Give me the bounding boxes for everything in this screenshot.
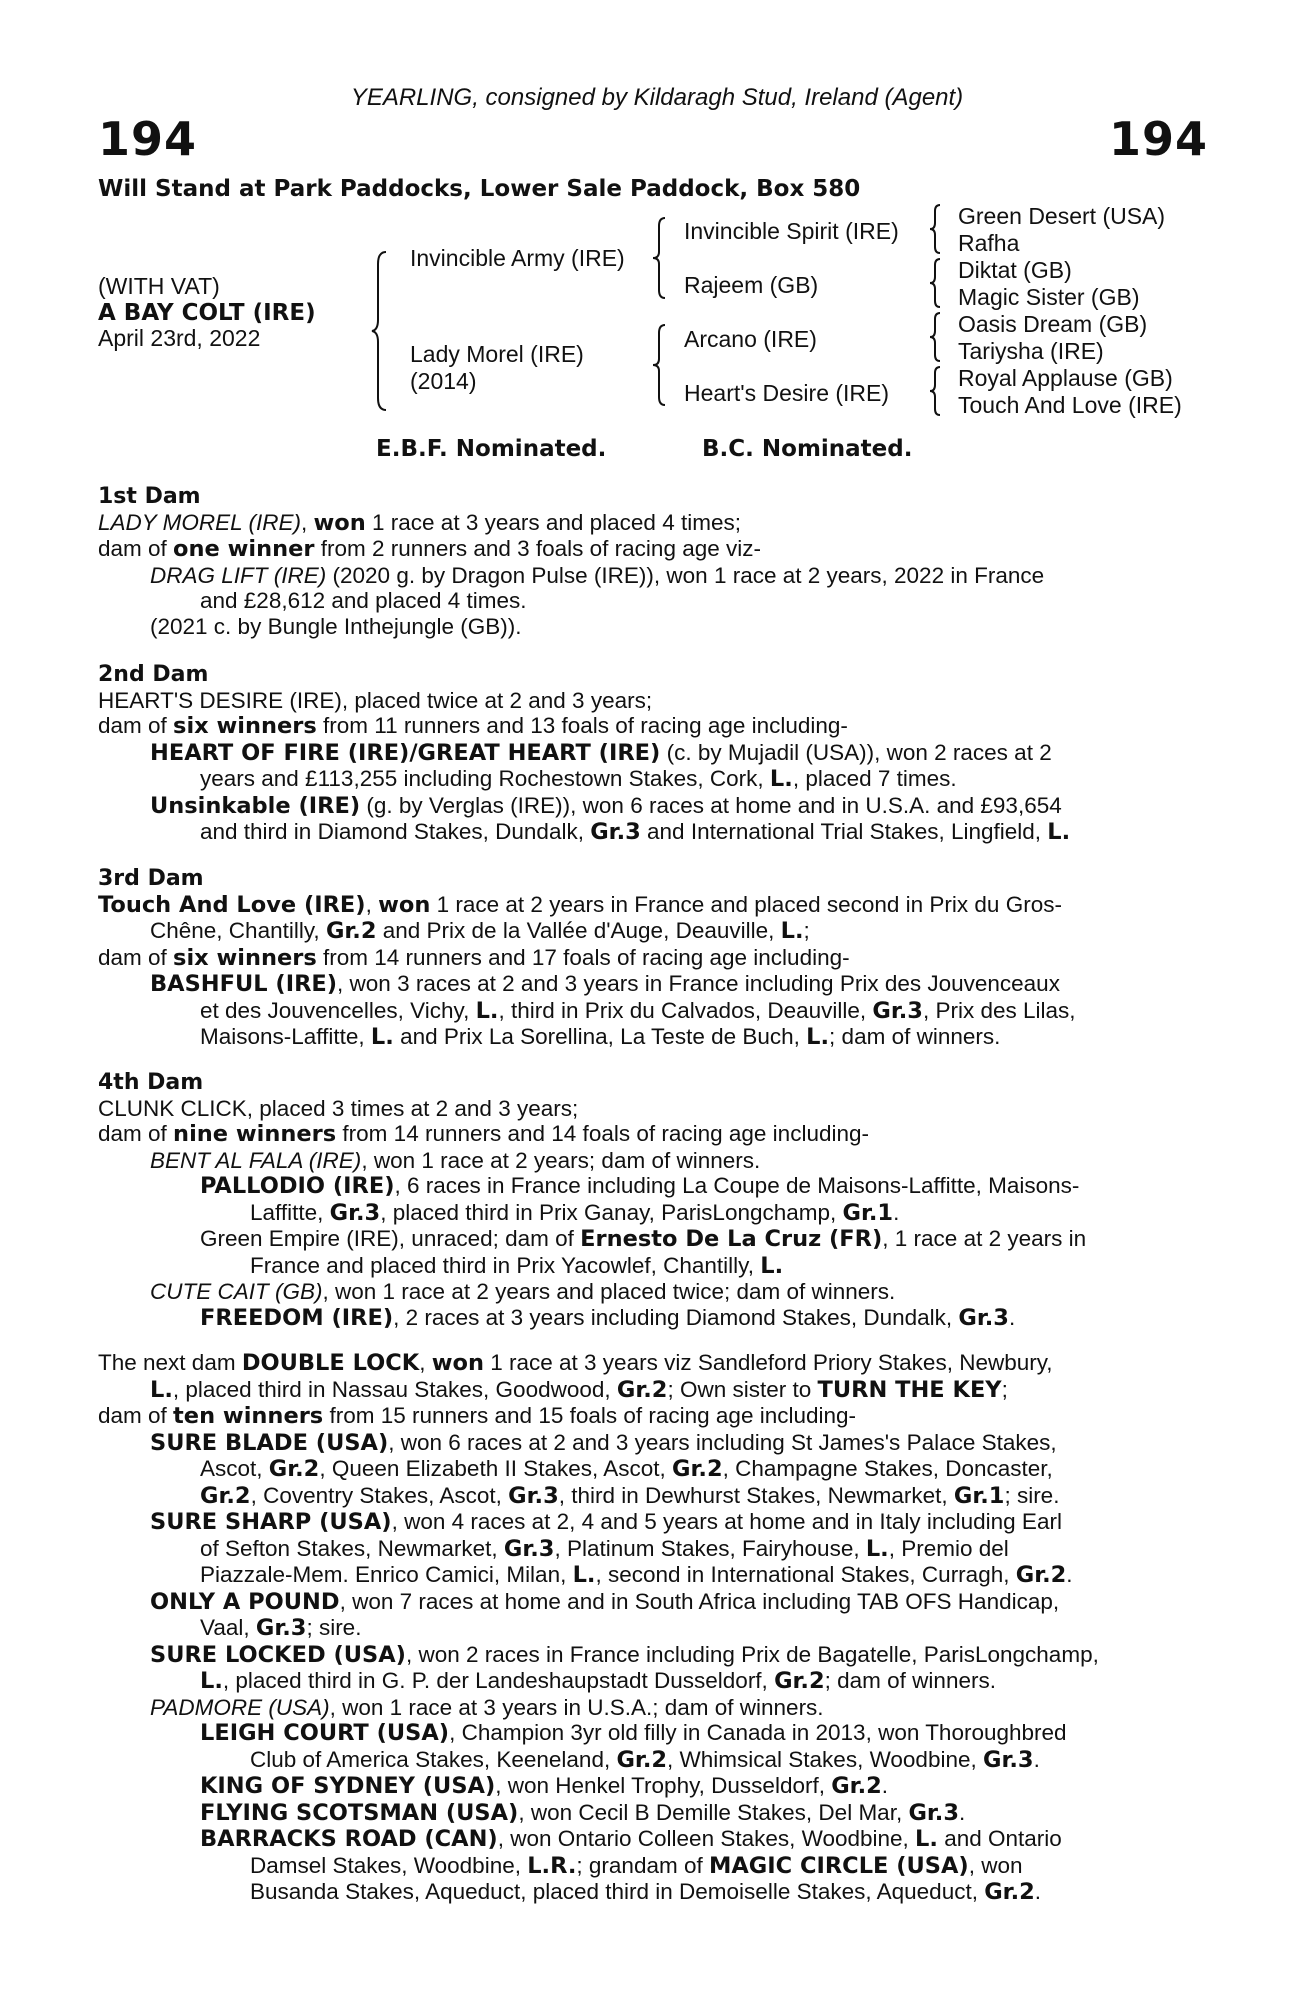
dam-dam: Heart's Desire (IRE) [684, 380, 890, 406]
text-line: Green Empire (IRE), unraced; dam of Ernesto De La Cruz (FR), 1 race at 2 years in [200, 1226, 1087, 1252]
text-line: et des Jouvencelles, Vichy, L., third in Prix du Calvados, Deauville, Gr.3, Prix des Lilas, [200, 997, 1076, 1024]
consignor-subtitle: YEARLING, consigned by Kildaragh Stud, Ireland (Agent) [350, 84, 964, 111]
sire-dam-dam: Magic Sister (GB) [958, 284, 1140, 310]
stable-location: Will Stand at Park Paddocks, Lower Sale Paddock, Box 580 [98, 176, 861, 202]
text-line: Unsinkable (IRE) (g. by Verglas (IRE)), won 6 races at home and in U.S.A. and £93,654 [150, 792, 1062, 819]
fourth-dam-section [98, 1070, 1208, 1331]
text-line: PADMORE (USA), won 1 race at 3 years in U.S.A.; dam of winners. [150, 1694, 824, 1720]
pedigree-brace [930, 257, 944, 309]
text-line: Vaal, Gr.3; sire. [200, 1615, 362, 1641]
text-line: The next dam DOUBLE LOCK, won 1 race at 3 years viz Sandleford Priory Stakes, Newbury, [98, 1350, 1053, 1376]
text-line: dam of nine winners from 14 runners and 14 foals of racing age including- [98, 1121, 869, 1147]
text-line: dam of six winners from 14 runners and 17 foals of racing age including- [98, 944, 850, 971]
text-line: BARRACKS ROAD (CAN), won Ontario Colleen Stakes, Woodbine, L. and Ontario [200, 1826, 1062, 1852]
sire-dam: Rajeem (GB) [684, 272, 819, 298]
text-line: SURE BLADE (USA), won 6 races at 2 and 3 years including St James's Palace Stakes, [150, 1429, 1057, 1456]
horse-dob: April 23rd, 2022 [98, 325, 261, 351]
text-line: LEIGH COURT (USA), Champion 3yr old filly in Canada in 2013, won Thoroughbred [200, 1720, 1067, 1746]
text-line: and £28,612 and placed 4 times. [200, 588, 527, 613]
text-line: years and £113,255 including Rochestown Stakes, Cork, L., placed 7 times. [200, 766, 957, 792]
text-line: SURE LOCKED (USA), won 2 races in France including Prix de Bagatelle, ParisLongchamp, [150, 1641, 1099, 1668]
sire-sire-sire: Green Desert (USA) [958, 203, 1166, 229]
ebf-nomination: E.B.F. Nominated. [376, 436, 607, 462]
text-line: Damsel Stakes, Woodbine, L.R.; grandam of MAGIC CIRCLE (USA), won [250, 1852, 1023, 1879]
pedigree-brace [653, 216, 669, 300]
text-line: PALLODIO (IRE), 6 races in France including La Coupe de Maisons-Laffitte, Maisons- [200, 1173, 1080, 1199]
text-line: Gr.2, Coventry Stakes, Ascot, Gr.3, third in Dewhurst Stakes, Newmarket, Gr.1; sire. [200, 1482, 1060, 1509]
dam-year: (2014) [410, 368, 477, 394]
section-heading: 4th Dam [98, 1070, 204, 1095]
second-dam-section [98, 662, 1208, 846]
text-line: Club of America Stakes, Keeneland, Gr.2, Whimsical Stakes, Woodbine, Gr.3. [250, 1746, 1040, 1773]
text-line: CUTE CAIT (GB), won 1 race at 2 years and placed twice; dam of winners. [150, 1279, 896, 1304]
sire-sire-dam: Rafha [958, 230, 1020, 256]
text-line: dam of six winners from 11 runners and 13 foals of racing age including- [98, 713, 848, 739]
pedigree-brace [930, 311, 944, 363]
text-line: DRAG LIFT (IRE) (2020 g. by Dragon Pulse (IRE)), won 1 race at 2 years, 2022 in France [150, 562, 1045, 588]
text-line: ONLY A POUND, won 7 races at home and in South Africa including TAB OFS Handicap, [150, 1588, 1060, 1615]
sire-dam-sire: Diktat (GB) [958, 257, 1072, 283]
text-line: KING OF SYDNEY (USA), won Henkel Trophy, Dusseldorf, Gr.2. [200, 1773, 889, 1799]
text-line: L., placed third in Nassau Stakes, Goodwood, Gr.2; Own sister to TURN THE KEY; [150, 1376, 1008, 1403]
pedigree-brace [653, 323, 669, 407]
sire-sire: Invincible Spirit (IRE) [684, 218, 899, 244]
text-line: Ascot, Gr.2, Queen Elizabeth II Stakes, Ascot, Gr.2, Champagne Stakes, Doncaster, [200, 1456, 1053, 1482]
dam-sire: Arcano (IRE) [684, 326, 817, 352]
text-line: (2021 c. by Bungle Inthejungle (GB)). [150, 613, 522, 639]
text-line: Busanda Stakes, Aqueduct, placed third in Demoiselle Stakes, Aqueduct, Gr.2. [250, 1879, 1042, 1905]
text-line: Piazzale-Mem. Enrico Camici, Milan, L., second in International Stakes, Curragh, Gr.2. [200, 1562, 1073, 1588]
text-line: FREEDOM (IRE), 2 races at 3 years including Diamond Stakes, Dundalk, Gr.3. [200, 1304, 1016, 1331]
dam-dam-dam: Touch And Love (IRE) [958, 392, 1182, 418]
dam: Lady Morel (IRE) [410, 341, 584, 367]
section-heading: 1st Dam [98, 484, 201, 509]
text-line: Maisons-Laffitte, L. and Prix La Sorellina, La Teste de Buch, L.; dam of winners. [200, 1024, 1001, 1050]
text-line: SURE SHARP (USA), won 4 races at 2, 4 and 5 years at home and in Italy including Earl [150, 1509, 1062, 1535]
text-line: Chêne, Chantilly, Gr.2 and Prix de la Vallée d'Auge, Deauville, L.; [150, 918, 810, 944]
text-line: BASHFUL (IRE), won 3 races at 2 and 3 years in France including Prix des Jouvenceaux [150, 971, 1060, 997]
first-dam-section [98, 484, 1208, 639]
horse-name [98, 299, 316, 326]
text-line: and third in Diamond Stakes, Dundalk, Gr.3 and International Trial Stakes, Lingfield, L. [200, 819, 1071, 845]
text-line: of Sefton Stakes, Newmarket, Gr.3, Platinum Stakes, Fairyhouse, L., Premio del [200, 1535, 1009, 1562]
text-line: LADY MOREL (IRE), won 1 race at 3 years and placed 4 times; [98, 509, 741, 536]
text-line: HEART OF FIRE (IRE)/GREAT HEART (IRE) (c. by Mujadil (USA)), won 2 races at 2 [150, 739, 1052, 766]
text-line: BENT AL FALA (IRE), won 1 race at 2 years; dam of winners. [150, 1147, 761, 1173]
text-line: dam of ten winners from 15 runners and 15 foals of racing age including- [98, 1403, 857, 1429]
text-line: L., placed third in G. P. der Landeshaupstadt Dusseldorf, Gr.2; dam of winners. [200, 1668, 996, 1694]
text-line: HEART'S DESIRE (IRE), placed twice at 2 and 3 years; [98, 687, 653, 713]
vat-note: (WITH VAT) [98, 273, 220, 299]
text-line: dam of one winner from 2 runners and 3 foals of racing age viz- [98, 536, 761, 562]
pedigree-brace [372, 250, 392, 412]
pedigree-brace [930, 203, 944, 255]
third-dam-section [98, 866, 1208, 1051]
lot-number-right: 194 [1108, 112, 1208, 166]
dam-sire-sire: Oasis Dream (GB) [958, 311, 1148, 337]
text-line: FLYING SCOTSMAN (USA), won Cecil B Demille Stakes, Del Mar, Gr.3. [200, 1799, 966, 1826]
text-line: CLUNK CLICK, placed 3 times at 2 and 3 years; [98, 1095, 579, 1121]
text-line: Laffitte, Gr.3, placed third in Prix Ganay, ParisLongchamp, Gr.1. [250, 1199, 900, 1226]
horse-name-text: A BAY COLT (IRE) [98, 300, 316, 326]
lot-number-left: 194 [98, 112, 198, 166]
text-line: Touch And Love (IRE), won 1 race at 2 years in France and placed second in Prix du Gros- [98, 891, 1062, 918]
sire: Invincible Army (IRE) [410, 245, 625, 271]
bc-nomination: B.C. Nominated. [702, 436, 913, 462]
pedigree-brace [930, 365, 944, 417]
text-line: France and placed third in Prix Yacowlef, Chantilly, L. [250, 1252, 784, 1279]
dam-sire-dam: Tariysha (IRE) [958, 338, 1104, 364]
section-heading: 2nd Dam [98, 662, 209, 687]
next-dam-section [98, 1350, 1208, 1906]
dam-dam-sire: Royal Applause (GB) [958, 365, 1173, 391]
section-heading: 3rd Dam [98, 866, 204, 891]
